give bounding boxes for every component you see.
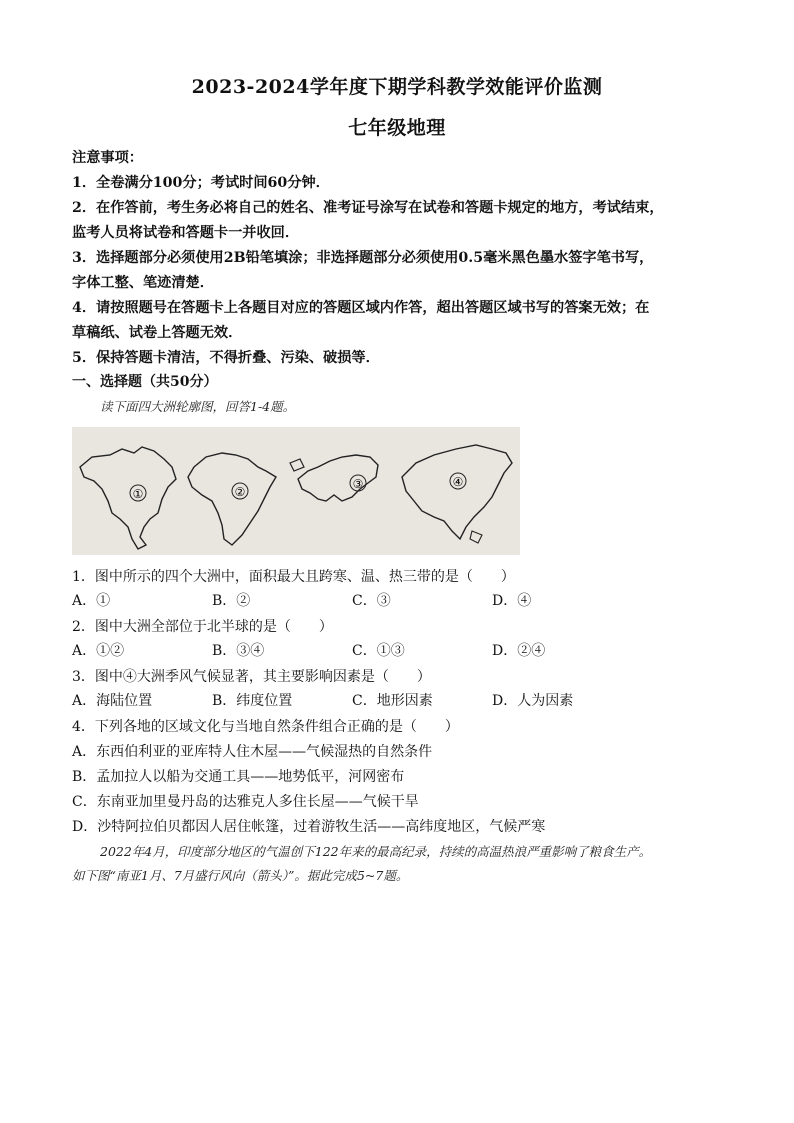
north-america-outline xyxy=(80,447,176,549)
question-1-option-a: A．① xyxy=(72,593,111,609)
question-1-option-d: D．④ xyxy=(492,593,532,609)
question-1-option-c: C．③ xyxy=(352,593,391,609)
notice-heading: 注意事项： xyxy=(72,150,143,166)
exam-subject: 七年级地理 xyxy=(348,117,446,139)
notice-item-4-cont: 草稿纸、试卷上答题无效． xyxy=(72,325,243,341)
question-4-option-b: B．孟加拉人以船为交通工具——地势低平，河网密布 xyxy=(72,769,405,785)
question-2-option-d: D．②④ xyxy=(492,643,546,659)
passage-line-2: 如下图“南亚1月、7月盛行风向（箭头）”。据此完成5~7题。 xyxy=(72,868,409,883)
question-3-options xyxy=(72,690,732,714)
question-2-stem: 2．图中大洲全部位于北半球的是（ ） xyxy=(72,619,333,635)
question-2-option-a: A．①② xyxy=(72,643,125,659)
notice-item-2: 2．在作答前，考生务必将自己的姓名、准考证号涂写在试卷和答题卡规定的地方，考试结束， xyxy=(72,200,664,216)
notice-item-3: 3．选择题部分必须使用2B铅笔填涂；非选择题部分必须使用0.5毫米黑色墨水签字笔书写， xyxy=(72,250,654,266)
notice-item-4: 4．请按照题号在答题卡上各题目对应的答题区域内作答，超出答题区域书写的答案无效；在 xyxy=(72,300,650,316)
map-label-2: ② xyxy=(234,485,246,499)
map-label-1: ① xyxy=(132,487,144,501)
question-2-option-b: B．③④ xyxy=(212,643,265,659)
continent-outline-map xyxy=(72,427,520,555)
question-3-option-c: C．地形因素 xyxy=(352,693,433,709)
map-label-4: ④ xyxy=(452,475,464,489)
question-4-option-d: D．沙特阿拉伯贝都因人居住帐篷，过着游牧生活——高纬度地区，气候严寒 xyxy=(72,819,546,835)
question-1-option-b: B．② xyxy=(212,593,251,609)
africa-outline xyxy=(188,453,276,545)
notice-item-1: 1．全卷满分100分；考试时间60分钟． xyxy=(72,175,330,191)
question-3-option-a: A．海陆位置 xyxy=(72,693,153,709)
europe-outline xyxy=(298,455,378,501)
question-3-stem: 3．图中④大洲季风气候显著，其主要影响因素是（ ） xyxy=(72,669,431,685)
continent-outline-svg xyxy=(72,427,520,555)
section-heading: 一、选择题（共50分） xyxy=(72,374,218,390)
question-1-stem: 1．图中所示的四个大洲中，面积最大且跨寒、温、热三带的是（ ） xyxy=(72,569,515,585)
asia-outline xyxy=(402,445,512,539)
question-2-options xyxy=(72,640,732,664)
notice-item-2-cont: 监考人员将试卷和答题卡一并收回． xyxy=(72,225,300,241)
question-3-option-b: B．纬度位置 xyxy=(212,693,293,709)
section-intro: 读下面四大洲轮廓图，回答1-4题。 xyxy=(100,399,296,414)
map-label-3: ③ xyxy=(352,477,364,491)
question-4-option-c: C．东南亚加里曼丹岛的达雅克人多住长屋——气候干旱 xyxy=(72,794,419,810)
notice-item-5: 5．保持答题卡清洁，不得折叠、污染、破损等． xyxy=(72,350,380,366)
question-4-option-a: A．东西伯利亚的亚库特人住木屋——气候湿热的自然条件 xyxy=(72,744,433,760)
exam-title: 2023-2024学年度下期学科教学效能评价监测 xyxy=(191,76,603,98)
notice-item-3-cont: 字体工整、笔迹清楚． xyxy=(72,275,214,291)
question-1-options xyxy=(72,590,732,614)
question-3-option-d: D．人为因素 xyxy=(492,693,574,709)
question-4-stem: 4．下列各地的区域文化与当地自然条件组合正确的是（ ） xyxy=(72,719,459,735)
passage-line-1: 2022年4月，印度部分地区的气温创下122年来的最高纪录，持续的高温热浪严重影响了粮食生产。 xyxy=(100,844,652,859)
question-2-option-c: C．①③ xyxy=(352,643,405,659)
